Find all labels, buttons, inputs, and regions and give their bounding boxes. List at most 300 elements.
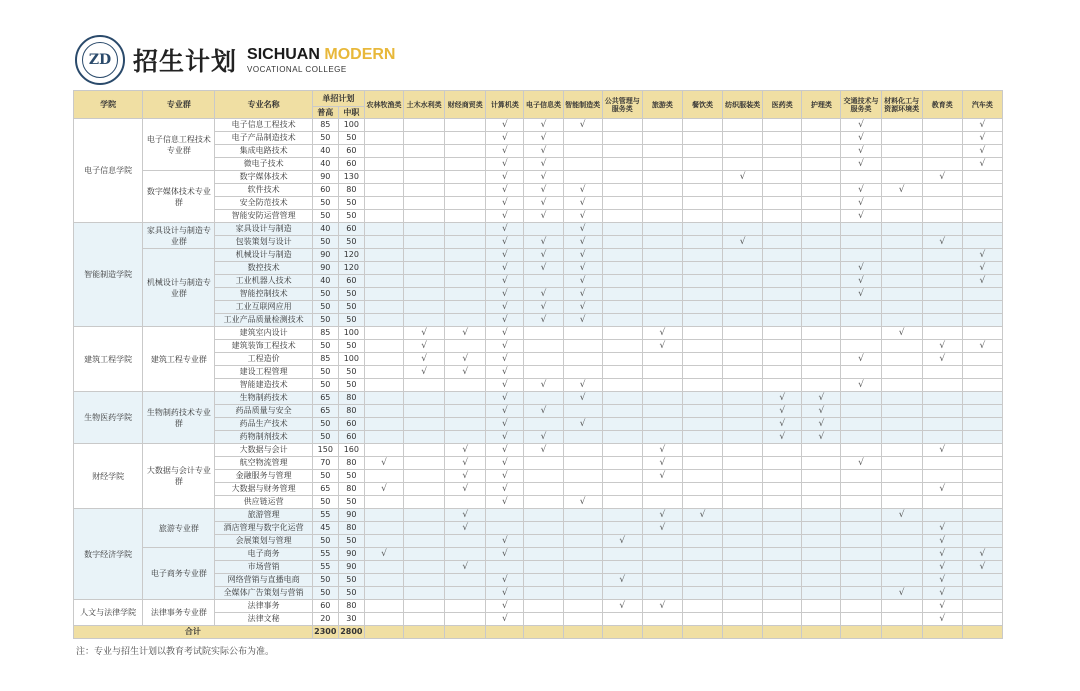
category-cell	[881, 587, 922, 600]
category-cell	[922, 197, 962, 210]
category-cell	[763, 197, 802, 210]
check-mark: √	[540, 315, 547, 325]
category-cell	[602, 301, 642, 314]
category-cell	[723, 496, 763, 509]
check-mark: √	[501, 198, 508, 208]
college-cell: 建筑工程学院	[74, 327, 143, 392]
category-cell	[682, 327, 722, 340]
header-category: 智能制造类	[563, 91, 602, 119]
category-cell	[962, 522, 1002, 535]
category-cell	[642, 470, 682, 483]
category-cell	[445, 392, 486, 405]
check-mark: √	[939, 484, 946, 494]
category-cell	[881, 613, 922, 626]
category-cell	[404, 509, 445, 522]
major-cell: 法律事务	[215, 600, 312, 613]
check-mark: √	[818, 432, 825, 442]
check-mark: √	[540, 172, 547, 182]
major-cell: 工程造价	[215, 353, 312, 366]
category-cell	[763, 431, 802, 444]
category-cell	[486, 613, 524, 626]
plan-high-cell: 50	[312, 535, 338, 548]
check-mark: √	[501, 471, 508, 481]
category-cell	[682, 132, 722, 145]
check-mark: √	[939, 523, 946, 533]
category-cell	[922, 483, 962, 496]
plan-high-cell: 50	[312, 366, 338, 379]
plan-high-cell: 50	[312, 418, 338, 431]
check-mark: √	[579, 302, 586, 312]
header-category: 材料化工与资源环境类	[881, 91, 922, 119]
category-cell	[723, 340, 763, 353]
category-cell	[524, 457, 563, 470]
category-cell	[445, 301, 486, 314]
category-cell	[364, 210, 403, 223]
category-cell	[723, 288, 763, 301]
total-empty-cell	[563, 626, 602, 639]
category-cell	[642, 301, 682, 314]
category-cell	[841, 509, 881, 522]
category-cell	[524, 210, 563, 223]
category-cell	[364, 223, 403, 236]
major-cell: 安全防范技术	[215, 197, 312, 210]
category-cell	[841, 561, 881, 574]
plan-mid-cell: 60	[338, 223, 364, 236]
category-cell	[802, 119, 841, 132]
check-mark: √	[939, 549, 946, 559]
category-cell	[563, 431, 602, 444]
category-cell	[841, 483, 881, 496]
category-cell	[922, 275, 962, 288]
plan-high-cell: 50	[312, 210, 338, 223]
category-cell	[723, 392, 763, 405]
group-cell: 生物制药技术专业群	[143, 392, 215, 444]
table-row	[74, 171, 1003, 184]
category-cell	[364, 496, 403, 509]
check-mark: √	[659, 601, 666, 611]
category-cell	[486, 119, 524, 132]
category-cell	[841, 535, 881, 548]
category-cell	[642, 223, 682, 236]
category-cell	[404, 119, 445, 132]
major-cell: 数字媒体技术	[215, 171, 312, 184]
category-cell	[922, 210, 962, 223]
major-cell: 电子信息工程技术	[215, 119, 312, 132]
category-cell	[802, 548, 841, 561]
major-cell: 软件技术	[215, 184, 312, 197]
category-cell	[922, 509, 962, 522]
category-cell	[962, 587, 1002, 600]
check-mark: √	[462, 328, 469, 338]
category-cell	[486, 600, 524, 613]
category-cell	[881, 418, 922, 431]
category-cell	[763, 223, 802, 236]
check-mark: √	[579, 315, 586, 325]
category-cell	[486, 197, 524, 210]
category-cell	[881, 288, 922, 301]
category-cell	[881, 483, 922, 496]
category-cell	[602, 171, 642, 184]
check-mark: √	[462, 523, 469, 533]
category-cell	[841, 379, 881, 392]
check-mark: √	[898, 588, 905, 598]
category-cell	[642, 496, 682, 509]
plan-high-cell: 50	[312, 288, 338, 301]
major-cell: 电子商务	[215, 548, 312, 561]
category-cell	[642, 548, 682, 561]
category-cell	[563, 158, 602, 171]
category-cell	[364, 132, 403, 145]
category-cell	[486, 340, 524, 353]
check-mark: √	[579, 120, 586, 130]
category-cell	[642, 561, 682, 574]
category-cell	[802, 236, 841, 249]
category-cell	[881, 405, 922, 418]
check-mark: √	[858, 133, 864, 143]
category-cell	[445, 496, 486, 509]
category-cell	[841, 132, 881, 145]
category-cell	[881, 158, 922, 171]
category-cell	[763, 509, 802, 522]
category-cell	[763, 522, 802, 535]
category-cell	[404, 132, 445, 145]
category-cell	[682, 301, 722, 314]
college-cell: 财经学院	[74, 444, 143, 509]
check-mark: √	[501, 445, 508, 455]
plan-high-cell: 60	[312, 184, 338, 197]
major-cell: 药物制剂技术	[215, 431, 312, 444]
category-cell	[563, 496, 602, 509]
category-cell	[962, 483, 1002, 496]
category-cell	[524, 613, 563, 626]
category-cell	[404, 379, 445, 392]
category-cell	[602, 522, 642, 535]
category-cell	[802, 353, 841, 366]
category-cell	[563, 288, 602, 301]
category-cell	[802, 171, 841, 184]
category-cell	[802, 158, 841, 171]
category-cell	[563, 340, 602, 353]
category-cell	[602, 405, 642, 418]
category-cell	[445, 613, 486, 626]
category-cell	[445, 314, 486, 327]
check-mark: √	[540, 159, 547, 169]
category-cell	[841, 145, 881, 158]
total-mid: 2800	[338, 626, 364, 639]
category-cell	[763, 613, 802, 626]
group-cell: 电子商务专业群	[143, 548, 215, 600]
category-cell	[881, 366, 922, 379]
category-cell	[445, 405, 486, 418]
plan-high-cell: 50	[312, 496, 338, 509]
category-cell	[962, 275, 1002, 288]
category-cell	[841, 470, 881, 483]
category-cell	[486, 132, 524, 145]
check-mark: √	[540, 146, 547, 156]
check-mark: √	[501, 159, 508, 169]
check-mark: √	[979, 133, 986, 143]
category-cell	[682, 379, 722, 392]
category-cell	[563, 353, 602, 366]
major-cell: 家具设计与制造	[215, 223, 312, 236]
category-cell	[881, 249, 922, 262]
category-cell	[881, 600, 922, 613]
category-cell	[404, 457, 445, 470]
category-cell	[486, 262, 524, 275]
category-cell	[602, 275, 642, 288]
category-cell	[922, 353, 962, 366]
group-cell: 家具设计与制造专业群	[143, 223, 215, 249]
category-cell	[486, 587, 524, 600]
category-cell	[404, 171, 445, 184]
category-cell	[524, 574, 563, 587]
header-category: 财经商贸类	[445, 91, 486, 119]
category-cell	[524, 509, 563, 522]
plan-high-cell: 85	[312, 119, 338, 132]
category-cell	[802, 327, 841, 340]
category-cell	[962, 301, 1002, 314]
category-cell	[524, 314, 563, 327]
category-cell	[524, 236, 563, 249]
category-cell	[962, 535, 1002, 548]
category-cell	[723, 327, 763, 340]
category-cell	[445, 587, 486, 600]
total-empty-cell	[881, 626, 922, 639]
category-cell	[642, 327, 682, 340]
category-cell	[682, 275, 722, 288]
check-mark: √	[579, 419, 586, 429]
check-mark: √	[501, 315, 508, 325]
category-cell	[723, 119, 763, 132]
category-cell	[841, 262, 881, 275]
category-cell	[802, 340, 841, 353]
check-mark: √	[939, 601, 946, 611]
plan-mid-cell: 60	[338, 275, 364, 288]
category-cell	[682, 431, 722, 444]
major-cell: 旅游管理	[215, 509, 312, 522]
category-cell	[563, 600, 602, 613]
total-high: 2300	[312, 626, 338, 639]
category-cell	[445, 522, 486, 535]
category-cell	[486, 444, 524, 457]
category-cell	[404, 392, 445, 405]
college-cell: 生物医药学院	[74, 392, 143, 444]
category-cell	[486, 379, 524, 392]
major-cell: 航空物流管理	[215, 457, 312, 470]
category-cell	[841, 340, 881, 353]
category-cell	[881, 223, 922, 236]
category-cell	[802, 496, 841, 509]
category-cell	[486, 418, 524, 431]
category-cell	[841, 548, 881, 561]
plan-high-cell: 50	[312, 431, 338, 444]
category-cell	[922, 522, 962, 535]
category-cell	[563, 457, 602, 470]
category-cell	[524, 483, 563, 496]
check-mark: √	[540, 302, 547, 312]
category-cell	[404, 184, 445, 197]
category-cell	[364, 314, 403, 327]
category-cell	[962, 418, 1002, 431]
category-cell	[642, 236, 682, 249]
category-cell	[563, 418, 602, 431]
total-empty-cell	[642, 626, 682, 639]
college-cell: 智能制造学院	[74, 223, 143, 327]
category-cell	[404, 262, 445, 275]
category-cell	[486, 496, 524, 509]
check-mark: √	[540, 263, 547, 273]
category-cell	[802, 132, 841, 145]
category-cell	[763, 535, 802, 548]
header-college: 学院	[74, 91, 143, 119]
category-cell	[364, 509, 403, 522]
header-category: 农林牧渔类	[364, 91, 403, 119]
check-mark: √	[501, 575, 508, 585]
category-cell	[486, 522, 524, 535]
category-cell	[364, 249, 403, 262]
category-cell	[682, 366, 722, 379]
category-cell	[404, 145, 445, 158]
category-cell	[802, 431, 841, 444]
category-cell	[723, 132, 763, 145]
category-cell	[922, 379, 962, 392]
total-empty-cell	[962, 626, 1002, 639]
category-cell	[524, 119, 563, 132]
header-category: 土木水利类	[404, 91, 445, 119]
plan-high-cell: 50	[312, 340, 338, 353]
check-mark: √	[381, 484, 387, 494]
category-cell	[364, 379, 403, 392]
category-cell	[364, 535, 403, 548]
category-cell	[524, 431, 563, 444]
total-row	[74, 626, 1003, 639]
plan-high-cell: 50	[312, 574, 338, 587]
plan-mid-cell: 80	[338, 457, 364, 470]
major-cell: 工业互联网应用	[215, 301, 312, 314]
check-mark: √	[501, 549, 508, 559]
check-mark: √	[540, 380, 547, 390]
category-cell	[763, 327, 802, 340]
category-cell	[404, 496, 445, 509]
check-mark: √	[659, 458, 666, 468]
plan-high-cell: 90	[312, 262, 338, 275]
check-mark: √	[939, 341, 946, 351]
category-cell	[841, 405, 881, 418]
category-cell	[445, 483, 486, 496]
category-cell	[445, 431, 486, 444]
category-cell	[404, 210, 445, 223]
category-cell	[881, 301, 922, 314]
category-cell	[723, 548, 763, 561]
category-cell	[841, 275, 881, 288]
category-cell	[404, 327, 445, 340]
category-cell	[563, 535, 602, 548]
category-cell	[642, 509, 682, 522]
check-mark: √	[858, 276, 864, 286]
check-mark: √	[939, 588, 946, 598]
category-cell	[962, 561, 1002, 574]
category-cell	[922, 431, 962, 444]
category-cell	[364, 353, 403, 366]
check-mark: √	[501, 380, 508, 390]
check-mark: √	[579, 497, 586, 507]
header-category: 教育类	[922, 91, 962, 119]
category-cell	[723, 613, 763, 626]
check-mark: √	[501, 237, 508, 247]
category-cell	[802, 197, 841, 210]
category-cell	[682, 600, 722, 613]
category-cell	[445, 444, 486, 457]
header-plan: 单招计划	[312, 91, 364, 107]
header-plan-mid: 中职	[338, 107, 364, 119]
plan-mid-cell: 60	[338, 158, 364, 171]
check-mark: √	[818, 393, 825, 403]
category-cell	[881, 522, 922, 535]
category-cell	[723, 366, 763, 379]
category-cell	[486, 483, 524, 496]
enrollment-plan-table	[73, 90, 1003, 639]
category-cell	[404, 444, 445, 457]
category-cell	[563, 509, 602, 522]
check-mark: √	[979, 250, 986, 260]
category-cell	[445, 249, 486, 262]
header-category: 餐饮类	[682, 91, 722, 119]
check-mark: √	[739, 237, 746, 247]
category-cell	[841, 327, 881, 340]
plan-mid-cell: 50	[338, 236, 364, 249]
category-cell	[486, 249, 524, 262]
category-cell	[922, 366, 962, 379]
category-cell	[642, 184, 682, 197]
check-mark: √	[540, 250, 547, 260]
major-cell: 智能安防运营管理	[215, 210, 312, 223]
category-cell	[364, 366, 403, 379]
category-cell	[445, 470, 486, 483]
category-cell	[682, 574, 722, 587]
major-cell: 智能建造技术	[215, 379, 312, 392]
category-cell	[486, 431, 524, 444]
check-mark: √	[579, 250, 586, 260]
check-mark: √	[501, 146, 508, 156]
category-cell	[642, 379, 682, 392]
major-cell: 建设工程管理	[215, 366, 312, 379]
check-mark: √	[659, 523, 666, 533]
category-cell	[802, 444, 841, 457]
category-cell	[486, 353, 524, 366]
check-mark: √	[858, 198, 864, 208]
major-cell: 数控技术	[215, 262, 312, 275]
plan-mid-cell: 90	[338, 548, 364, 561]
category-cell	[602, 249, 642, 262]
plan-high-cell: 50	[312, 587, 338, 600]
category-cell	[364, 574, 403, 587]
category-cell	[486, 223, 524, 236]
check-mark: √	[858, 289, 864, 299]
category-cell	[445, 366, 486, 379]
category-cell	[802, 288, 841, 301]
category-cell	[723, 171, 763, 184]
total-empty-cell	[682, 626, 722, 639]
major-cell: 电子产品制造技术	[215, 132, 312, 145]
plan-high-cell: 90	[312, 249, 338, 262]
plan-high-cell: 55	[312, 561, 338, 574]
category-cell	[563, 561, 602, 574]
category-cell	[563, 249, 602, 262]
plan-mid-cell: 130	[338, 171, 364, 184]
category-cell	[404, 314, 445, 327]
category-cell	[962, 444, 1002, 457]
category-cell	[404, 405, 445, 418]
